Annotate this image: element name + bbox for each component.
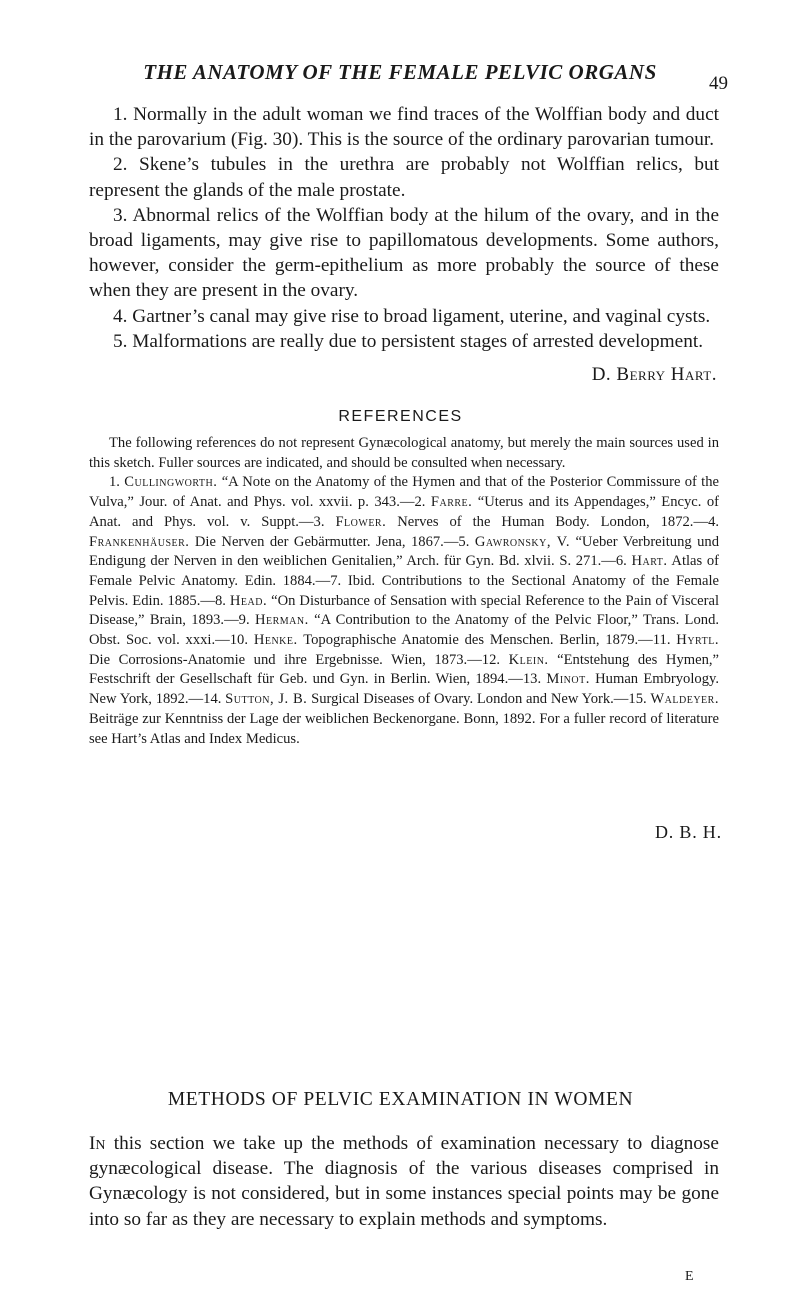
- reference-text: Die Nerven der Gebärmutter. Jena, 1867.—: [189, 533, 459, 550]
- reference-number: 8.: [214, 592, 230, 609]
- reference-number: 11.: [652, 632, 677, 649]
- section-text: this section we take up the methods of examination necessary to diagnose gynæcological disease. The diagnosis of the various diseases comprised in Gynæcology is not considered, but in some instances special points may be gone into so far as they are necessary to explain methods and symptoms.: [89, 1133, 719, 1230]
- reference-author: Sutton, J. B.: [225, 691, 308, 708]
- reference-text: Ibid. Contributions to the Sectional Anatomy of the Female Pelvis. Edin. 1885.—: [89, 572, 720, 609]
- reference-number: 10.: [229, 632, 254, 649]
- reference-author: Farre.: [430, 494, 473, 511]
- reference-author: Gawronsky, V.: [474, 533, 570, 550]
- reference-text: Die Corrosions-Anatomie und ihre Ergebnisse. Wien, 1873.—: [89, 651, 482, 668]
- paragraph-4: 4. Gartner’s canal may give rise to broad ligament, uterine, and vaginal cysts.: [113, 305, 711, 327]
- running-head: THE ANATOMY OF THE FEMALE PELVIC ORGANS: [143, 60, 657, 84]
- paragraph-1: 1. Normally in the adult woman we find traces of the Wolffian body and duct in the parovarium (Fig. 30). This is the source of the ordinary parovarian tumour.: [89, 104, 719, 151]
- reference-text: Atlas of Female Pelvic Anatomy. Edin. 1884.—: [89, 553, 720, 589]
- reference-number: 7.: [330, 572, 348, 589]
- references-heading: REFERENCES: [338, 408, 463, 425]
- paragraph-3: 3. Abnormal relics of the Wolffian body at the hilum of the ovary, and in the broad ligaments, may give rise to papillomatous developments. Some authors, however, consider the germ-epithelium as more probably the source of these when they are present in the ovary.: [89, 204, 719, 302]
- reference-number: 2.: [414, 494, 431, 511]
- reference-text: Topographische Anatomie des Menschen. Berlin, 1879.—: [297, 632, 653, 649]
- reference-number: 5.: [458, 533, 475, 550]
- reference-number: 1.: [109, 474, 125, 491]
- reference-author: Flower.: [335, 513, 387, 530]
- section-body: [89, 1131, 719, 1232]
- section-paragraph: [89, 1131, 719, 1232]
- paragraph-5: 5. Malformations are really due to persistent stages of arrested development.: [113, 330, 704, 352]
- reference-text: Nerves of the Human Body. London, 1872.—: [386, 513, 709, 530]
- reference-text: “A Note on the Anatomy of the Hymen and that of the Posterior Commissure of the Vulva,” Jour. of Anat. and Phys. vol. xxvii. p. 343.—: [89, 474, 720, 511]
- reference-text: “On Disturbance of Sensation with special Reference to the Pain of Visceral Disease,” Brain, 1893.—: [89, 592, 720, 629]
- reference-author: Head.: [229, 592, 268, 609]
- signature-mark: E: [685, 1269, 694, 1284]
- reference-number: 6.: [615, 553, 632, 570]
- reference-author: Hyrtl.: [676, 632, 719, 649]
- reference-author: Klein.: [508, 651, 549, 668]
- reference-number: 12.: [481, 651, 509, 668]
- reference-number: 3.: [313, 513, 336, 530]
- paragraph-2: 2. Skene’s tubules in the urethra are probably not Wolffian relics, but represent the glands of the male prostate.: [89, 154, 719, 201]
- page-number: 49: [709, 73, 728, 94]
- reference-author: Henke.: [253, 632, 298, 649]
- reference-author: Herman.: [254, 612, 309, 629]
- reference-author: Cullingworth.: [124, 474, 218, 491]
- author-signature: D. Berry Hart.: [591, 364, 717, 386]
- section-lead-word: In: [89, 1133, 106, 1154]
- summary-paragraphs: [89, 102, 719, 387]
- reference-author: Waldeyer.: [650, 691, 719, 708]
- reference-text: Human Embryology. New York, 1892.—: [89, 671, 720, 708]
- reference-number: 4.: [708, 513, 720, 530]
- reference-list: [89, 473, 719, 749]
- reference-text: Beiträge zur Kenntniss der Lage der weiblichen Beckenorgane. Bonn, 1892. For a fuller record of literature see Hart’s Atlas and Index Medicus.: [89, 710, 719, 747]
- author-initials: D. B. H.: [655, 822, 722, 842]
- section-title: METHODS OF PELVIC EXAMINATION IN WOMEN: [167, 1089, 634, 1110]
- reference-text: “Entstehung des Hymen,” Festschrift der Gesellschaft für Geb. und Gyn. in Berlin. Wien, 1894.—: [89, 651, 719, 688]
- reference-number: 15.: [628, 691, 651, 708]
- reference-text: “Ueber Verbreitung und Endigung der Nerven in den weiblichen Genitalien,” Arch. für Gyn. Bd. xlvii. S. 271.—: [89, 533, 720, 570]
- reference-number: 13.: [522, 671, 547, 688]
- reference-text: Surgical Diseases of Ovary. London and New York.—: [307, 691, 629, 708]
- reference-author: Minot.: [546, 671, 590, 688]
- references-block: [89, 434, 719, 749]
- reference-text: “A Contribution to the Anatomy of the Pelvic Floor,” Trans. Lond. Obst. Soc. vol. xxxi.—: [89, 612, 720, 649]
- reference-text: “Uterus and its Appendages,” Encyc. of Anat. and Phys. vol. v. Suppt.—: [89, 494, 719, 530]
- reference-number: 14.: [203, 691, 226, 708]
- references-intro: The following references do not represent Gynæcological anatomy, but merely the main sources used in this sketch. Fuller sources are indicated, and should be consulted when necessary.: [89, 435, 719, 471]
- reference-author: Frankenhäuser.: [89, 533, 190, 550]
- reference-author: Hart.: [631, 553, 668, 570]
- reference-number: 9.: [238, 612, 255, 629]
